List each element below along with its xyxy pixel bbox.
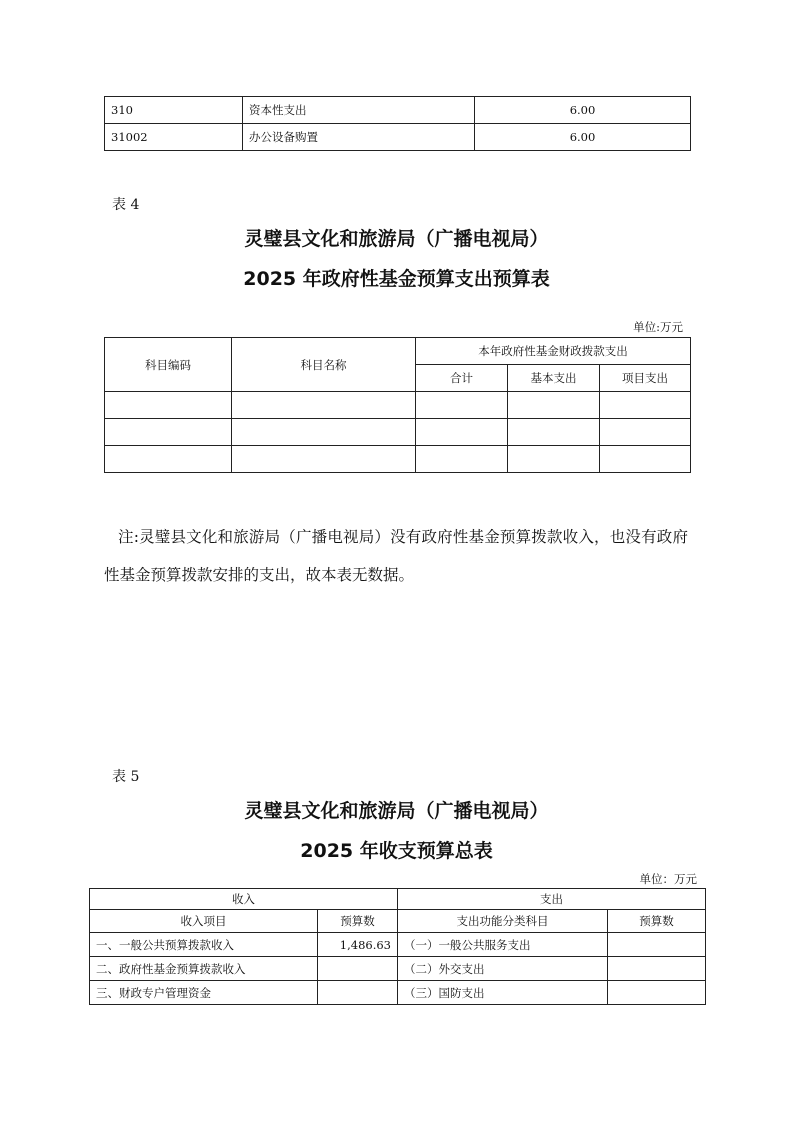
table4 bbox=[104, 337, 691, 473]
table5-label: 表 5 bbox=[112, 769, 140, 785]
table4-label: 表 4 bbox=[112, 197, 140, 213]
income-item-cell: 三、财政专户管理资金 bbox=[90, 981, 318, 1005]
table-header-row bbox=[105, 338, 691, 365]
income-budget-cell: 1,486.63 bbox=[318, 933, 398, 957]
header-expense: 支出 bbox=[398, 889, 706, 910]
table5-title-line2: 2025 年收支预算总表 bbox=[300, 840, 493, 862]
amount-cell: 6.00 bbox=[475, 124, 691, 151]
header-income-budget: 预算数 bbox=[318, 910, 398, 933]
top-table bbox=[104, 96, 691, 151]
table4-unit: 单位:万元 bbox=[633, 320, 683, 334]
header-income-item: 收入项目 bbox=[90, 910, 318, 933]
table-row bbox=[105, 446, 691, 473]
table-row bbox=[105, 392, 691, 419]
income-budget-cell bbox=[318, 957, 398, 981]
table5 bbox=[89, 888, 706, 1005]
income-item-cell: 一、一般公共预算拨款收入 bbox=[90, 933, 318, 957]
expense-item-cell: （三）国防支出 bbox=[398, 981, 608, 1005]
header-basic: 基本支出 bbox=[508, 365, 600, 392]
expense-budget-cell bbox=[608, 933, 706, 957]
header-name: 科目名称 bbox=[232, 338, 416, 392]
header-income: 收入 bbox=[90, 889, 398, 910]
table-row bbox=[90, 981, 706, 1005]
income-item-cell: 二、政府性基金预算拨款收入 bbox=[90, 957, 318, 981]
table-row bbox=[90, 933, 706, 957]
income-budget-cell bbox=[318, 981, 398, 1005]
table5-unit: 单位：万元 bbox=[639, 872, 697, 886]
header-group: 本年政府性基金财政拨款支出 bbox=[416, 338, 691, 365]
expense-item-cell: （一）一般公共服务支出 bbox=[398, 933, 608, 957]
table-row bbox=[105, 419, 691, 446]
table-row bbox=[90, 957, 706, 981]
table-header-row bbox=[90, 889, 706, 910]
header-total: 合计 bbox=[416, 365, 508, 392]
header-project: 项目支出 bbox=[600, 365, 691, 392]
table5-title-line1: 灵璧县文化和旅游局（广播电视局） bbox=[244, 800, 549, 822]
table-row bbox=[105, 124, 691, 151]
expense-budget-cell bbox=[608, 957, 706, 981]
name-cell: 办公设备购置 bbox=[243, 124, 475, 151]
table-header-row bbox=[90, 910, 706, 933]
expense-budget-cell bbox=[608, 981, 706, 1005]
table4-title-line1: 灵璧县文化和旅游局（广播电视局） bbox=[244, 228, 549, 250]
name-cell: 资本性支出 bbox=[243, 97, 475, 124]
code-cell: 310 bbox=[105, 97, 243, 124]
header-expense-budget: 预算数 bbox=[608, 910, 706, 933]
header-code: 科目编码 bbox=[105, 338, 232, 392]
table-row bbox=[105, 97, 691, 124]
table4-note: 注:灵璧县文化和旅游局（广播电视局）没有政府性基金预算拨款收入，也没有政府性基金预算拨款安排的支出，故本表无数据。 bbox=[104, 528, 688, 584]
expense-item-cell: （二）外交支出 bbox=[398, 957, 608, 981]
code-cell: 31002 bbox=[105, 124, 243, 151]
table4-title-line2: 2025 年政府性基金预算支出预算表 bbox=[243, 268, 550, 290]
header-expense-item: 支出功能分类科目 bbox=[398, 910, 608, 933]
amount-cell: 6.00 bbox=[475, 97, 691, 124]
